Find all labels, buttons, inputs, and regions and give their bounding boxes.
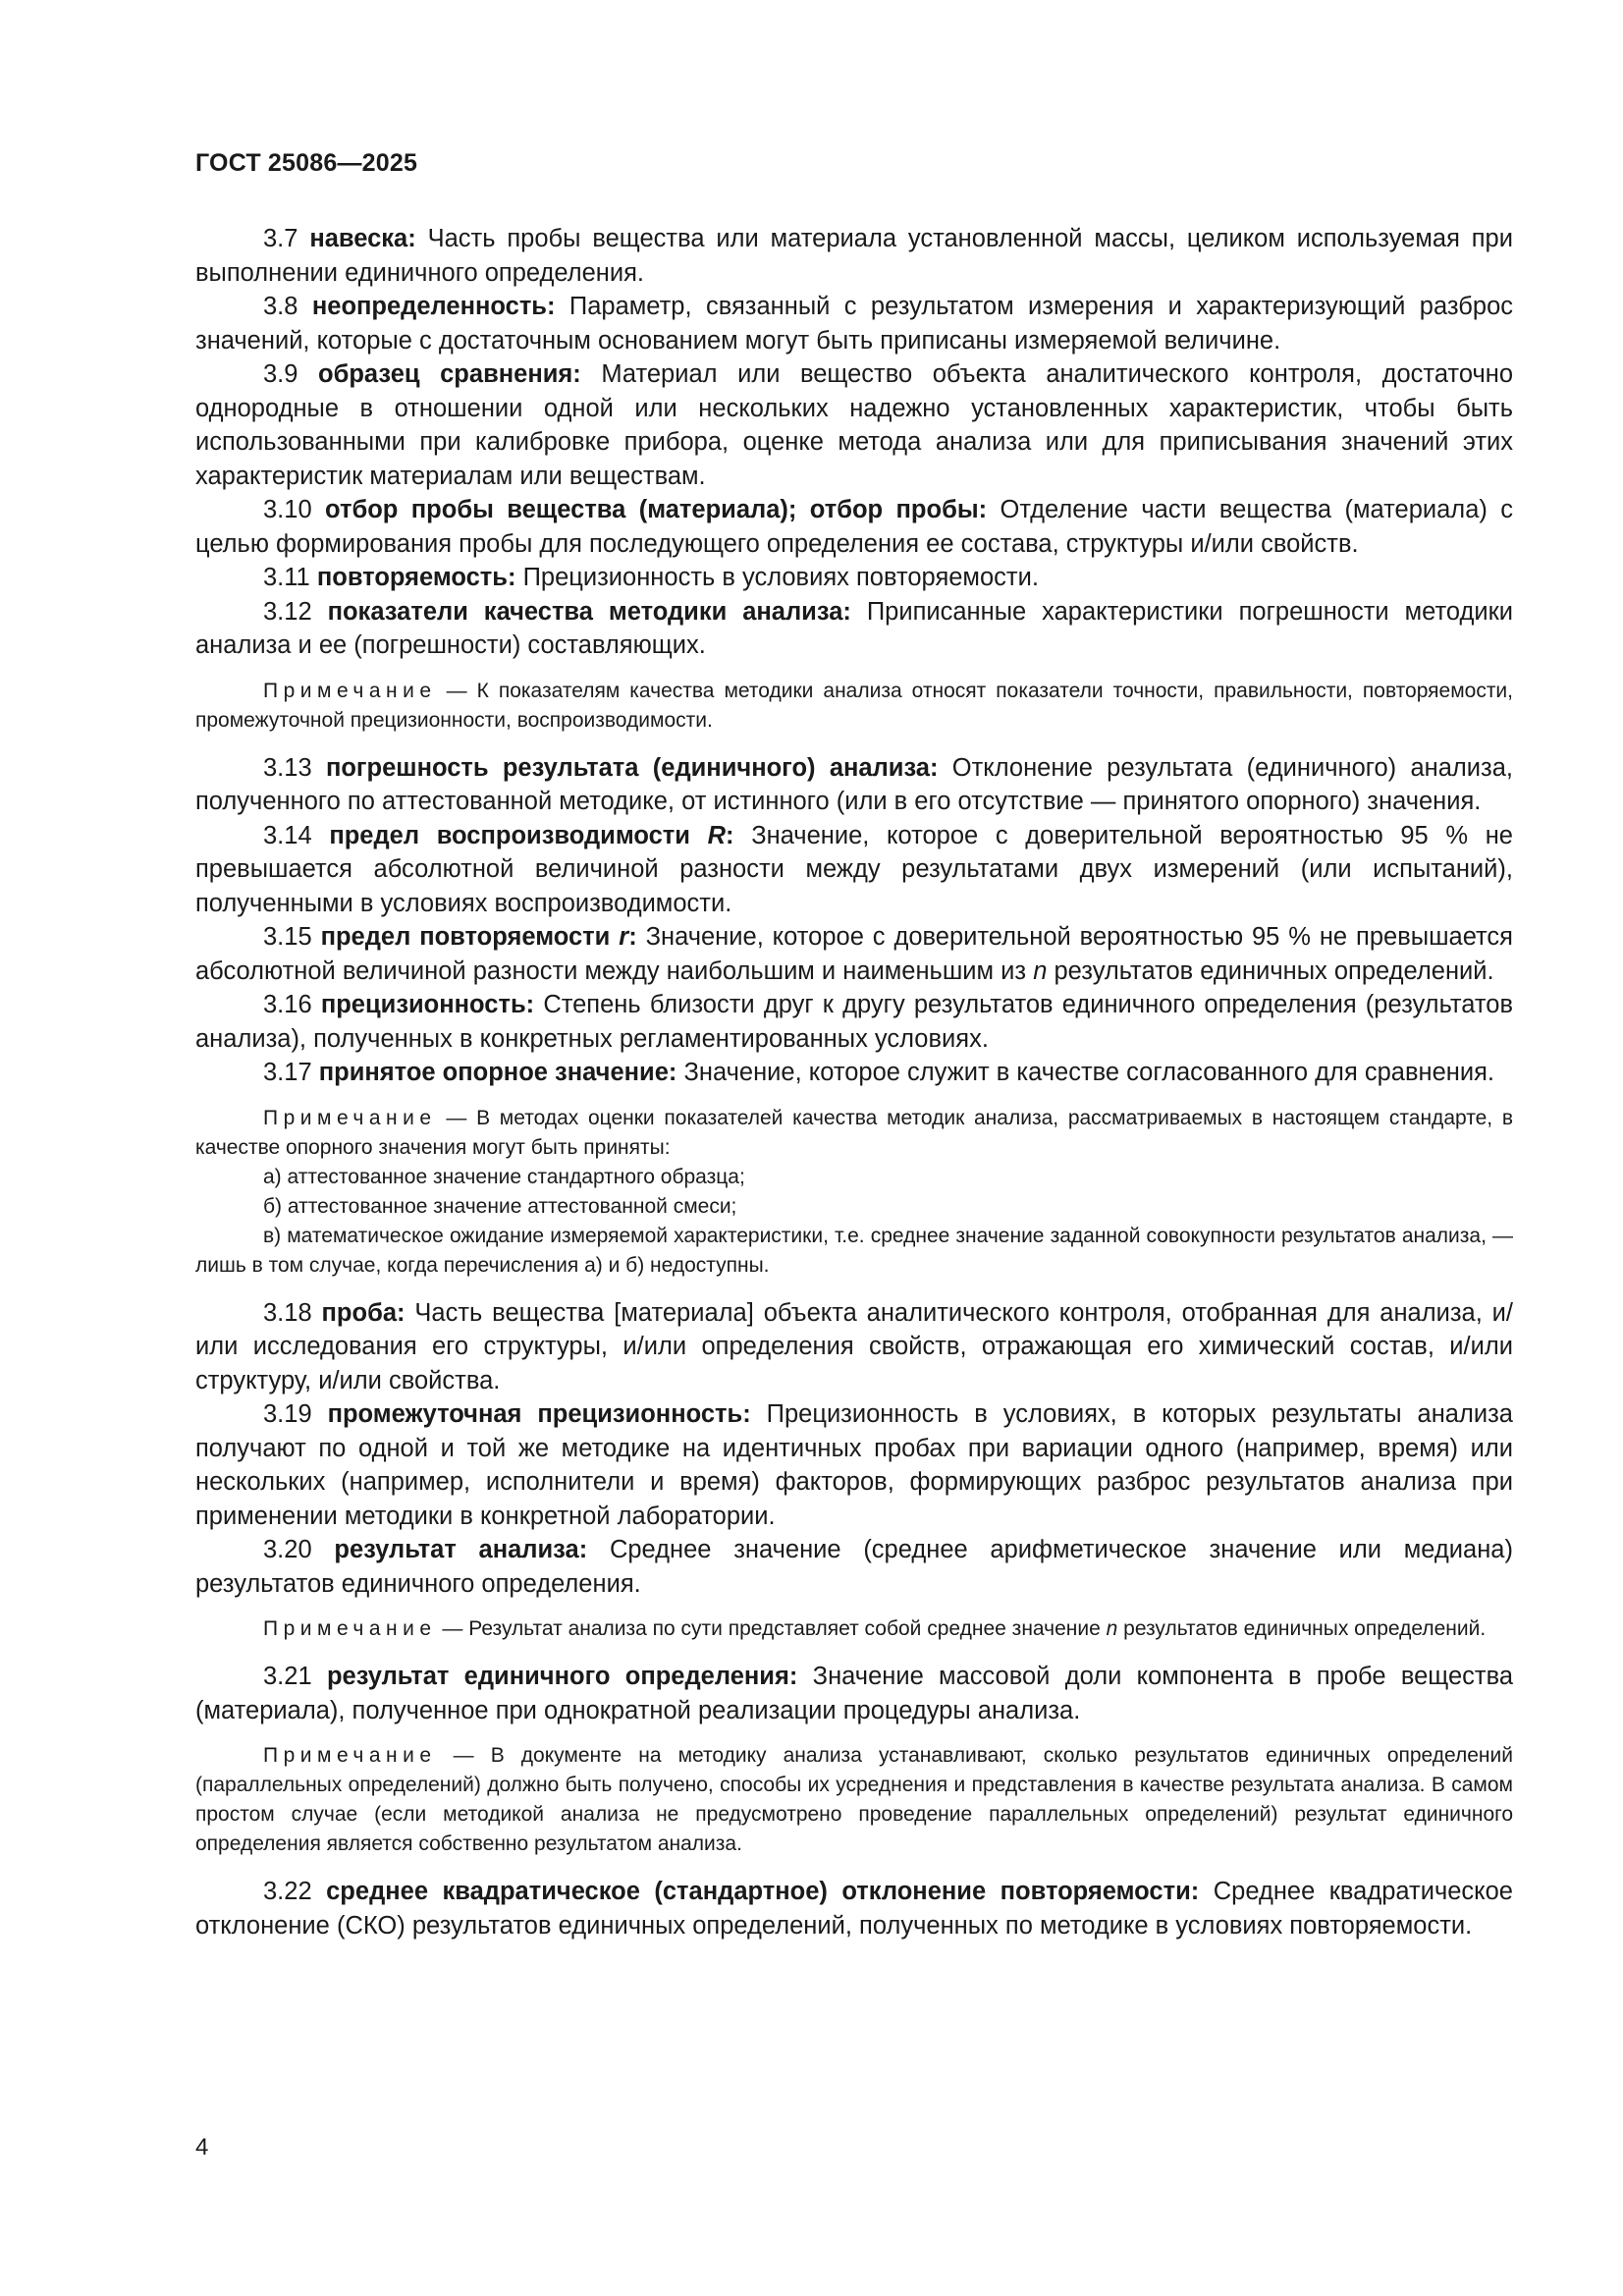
note-single-determination: Примечание — В документе на методику анализа устанавливают, сколько результатов единичных определений (параллельных определений) должно быть получено, способы их усреднения и представления в качестве результата анализа. В самом простом случае (если методикой анализа не предусмотрено проведение параллельных определений) результат единичного определения является собственно результатом анализа.	[195, 1744, 1513, 1855]
note-list-item: в) математическое ожидание измеряемой характеристики, т.е. среднее значение заданной совокупности результатов анализа, — лишь в том случае, когда перечисления а) и б) недоступны.	[195, 1224, 1513, 1277]
term-3-20: 3.20 результат анализа: Среднее значение (среднее арифметическое значение или медиана) результатов единичного определения.	[195, 1536, 1513, 1598]
term-3-22: 3.22 среднее квадратическое (стандартное) отклонение повторяемости: Среднее квадратическое отклонение (СКО) результатов единичных определений, полученных по методике в условиях повторяемости.	[195, 1878, 1513, 1940]
term-3-15: 3.15 предел повторяемости r: Значение, которое с доверительной вероятностью 95 % не превышается абсолютной величиной разности между наибольшим и наименьшим из n результатов единичных определений.	[195, 923, 1513, 985]
term-3-14: 3.14 предел воспроизводимости R: Значение, которое с доверительной вероятностью 95 % не превышается абсолютной величиной разности между результатами двух измерений (или испытаний), полученными в условиях воспроизводимости.	[195, 821, 1513, 917]
term-3-10: 3.10 отбор пробы вещества (материала); отбор пробы: Отделение части вещества (материала) с целью формирования пробы для последующего определения ее состава, структуры и/или свойств.	[195, 496, 1514, 558]
note-list-item: а) аттестованное значение стандартного образца;	[263, 1165, 745, 1188]
term-3-17: 3.17 принятое опорное значение: Значение, которое служит в качестве согласованного для сравнения.	[263, 1059, 1494, 1086]
term-3-21: 3.21 результат единичного определения: Значение массовой доли компонента в пробе вещества (материала), полученное при однократной реализации процедуры анализа.	[195, 1663, 1514, 1724]
term-3-18: 3.18 проба: Часть вещества [материала] объекта аналитического контроля, отобранная для анализа, и/или исследования его структуры, и/или определения свойств, отражающая его химический состав, и/или структуру, и/или свойства.	[195, 1298, 1514, 1394]
page-number: 4	[195, 2134, 209, 2160]
document-body	[195, 222, 1513, 1942]
term-3-19: 3.19 промежуточная прецизионность: Прецизионность в условиях, в которых результаты анализа получают по одной и той же методике на идентичных пробах при вариации одного (например, время) или нескольких (например, исполнители и время) факторов, формирующих разброс результатов анализа при применении методики в конкретной лаборатории.	[195, 1400, 1513, 1530]
term-3-11: 3.11 повторяемость: Прецизионность в условиях повторяемости.	[263, 564, 1039, 591]
note-quality-indicators: Примечание — К показателям качества методики анализа относят показатели точности, правильности, повторяемости, промежуточной прецизионности, воспроизводимости.	[195, 679, 1513, 732]
note-analysis-result: Примечание — Результат анализа по сути представляет собой среднее значение n результатов единичных определений.	[263, 1617, 1487, 1640]
term-3-16: 3.16 прецизионность: Степень близости друг к другу результатов единичного определения (результатов анализа), полученных в конкретных регламентированных условиях.	[195, 991, 1513, 1053]
term-3-13: 3.13 погрешность результата (единичного) анализа: Отклонение результата (единичного) анализа, полученного по аттестованной методике, от истинного (или в его отсутствие — принятого опорного) значения.	[195, 753, 1513, 815]
note-reference-value: Примечание — В методах оценки показателей качества методик анализа, рассматриваемых в настоящем стандарте, в качестве опорного значения могут быть приняты:	[195, 1106, 1513, 1159]
note-list-item: б) аттестованное значение аттестованной смеси;	[263, 1194, 737, 1218]
term-3-9: 3.9 образец сравнения: Материал или вещество объекта аналитического контроля, достаточно однородные в отношении одной или нескольких надежно установленных характеристик, чтобы быть использованными при калибровке прибора, оценке метода анализа или для приписывания значений этих характеристик материалам или веществам.	[195, 360, 1513, 490]
term-3-7: 3.7 навеска: Часть пробы вещества или материала установленной массы, целиком используемая при выполнении единичного определения.	[195, 225, 1513, 287]
term-3-8: 3.8 неопределенность: Параметр, связанный с результатом измерения и характеризующий разброс значений, которые с достаточным основанием могут быть приписаны измеряемой величине.	[195, 293, 1513, 355]
document-header: ГОСТ 25086—2025	[195, 149, 418, 177]
term-3-12: 3.12 показатели качества методики анализа: Приписанные характеристики погрешности методики анализа и ее (погрешности) составляющих.	[195, 597, 1513, 659]
